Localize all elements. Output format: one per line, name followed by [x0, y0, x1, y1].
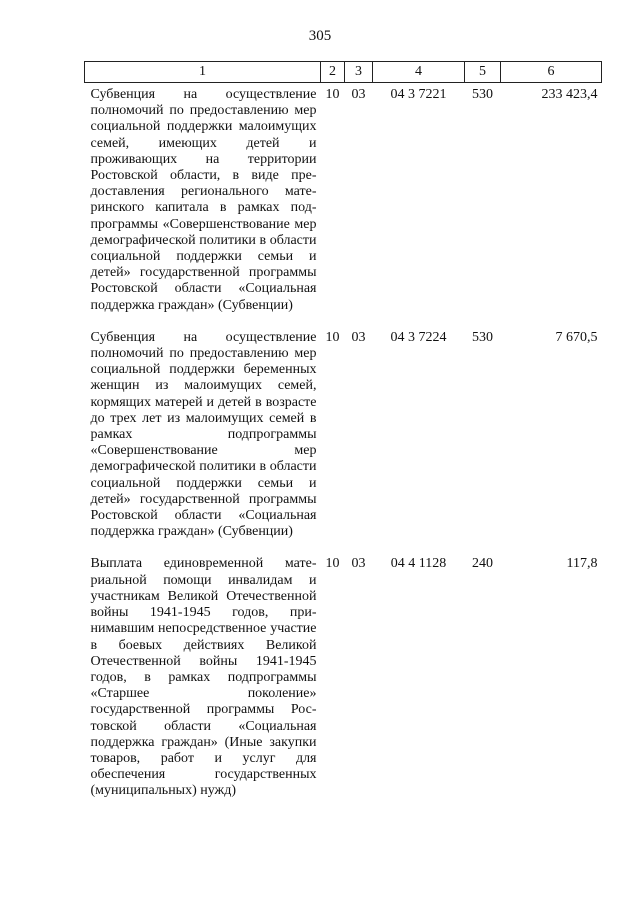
row-section: 10 — [325, 87, 340, 102]
row-target-article: 04 3 7224 — [390, 329, 447, 345]
table-header-row — [85, 62, 602, 83]
row-expense-type: 530 — [472, 329, 493, 345]
header-col-6: 6 — [501, 62, 602, 83]
row-spacer — [85, 540, 602, 552]
row-subsection: 03 — [351, 87, 366, 102]
table-header — [85, 62, 602, 83]
row-section: 10 — [325, 329, 340, 345]
row-expense-type: 530 — [472, 87, 493, 102]
row-spacer — [85, 314, 602, 326]
header-col-4: 4 — [373, 62, 465, 83]
row-target-article: 04 4 1128 — [390, 556, 447, 572]
row-description: Субвенция на осуществление полномочий по предоставлению мер социальной поддержки беременных женщин из малоимущих семей, кормящих матерей и детей в возрасте до трех лет из малоимущих семей в рамках подпрограммы «Совершенствование мер демографической политики в области социальной поддержки семьи и детей» государственной программы Ростовской области «Социальная поддержка граждан» (Субвенции) — [90, 329, 317, 540]
row-target-article: 04 3 7221 — [390, 87, 447, 102]
row-amount: 233 423,4 — [541, 87, 598, 102]
header-col-1: 1 — [85, 62, 321, 83]
table-row — [85, 326, 602, 541]
row-subsection: 03 — [351, 329, 366, 345]
table-row — [85, 552, 602, 799]
row-description: Выплата единовременной материальной помощи инвалидам и участникам Великой Отечественной войны 1941-1945 годов, принимавшим непосредственное участие в боевых действиях Великой Отечественной войны 1941-1945 годов, в рамках подпрограммы «Старшее поколение» государственной программы Ростовской области «Социальная поддержка граждан» (Иные закупки товаров, работ и услуг для обеспечения государственных (муниципальных) нужд) — [90, 556, 317, 799]
table-row — [85, 83, 602, 314]
header-col-3: 3 — [345, 62, 373, 83]
budget-table — [84, 61, 602, 800]
header-col-5: 5 — [465, 62, 501, 83]
row-section: 10 — [325, 556, 340, 572]
row-amount: 7 670,5 — [555, 329, 598, 345]
row-expense-type: 240 — [472, 556, 493, 572]
page-number: 305 — [308, 28, 332, 44]
row-description: Субвенция на осуществление полномочий по предоставлению мер социальной поддержки малоимущих семей, имеющих детей и проживающих на территории Ростовской области, в виде предоставления регионального материнского капитала в рамках подпрограммы «Совершенствование мер демографической политики в области социальной поддержки семьи и детей» государственной программы Ростовской области «Социальная поддержка граждан» (Субвенции) — [90, 87, 317, 313]
row-amount: 117,8 — [566, 556, 598, 572]
header-col-2: 2 — [321, 62, 345, 83]
row-subsection: 03 — [351, 556, 366, 572]
